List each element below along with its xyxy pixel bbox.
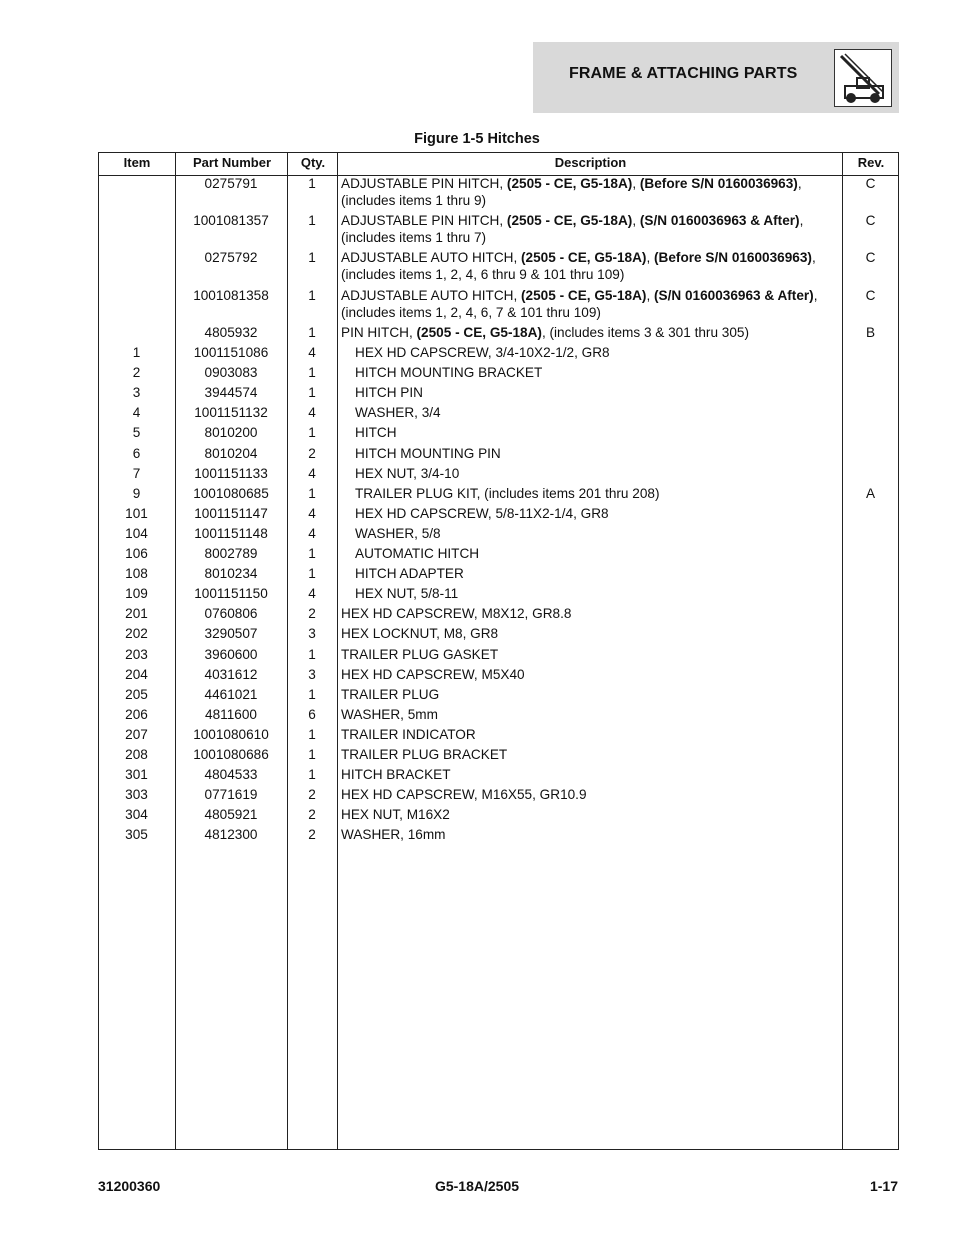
item-number: 305 <box>125 827 148 843</box>
description-text: (2505 - CE, G5-18A) <box>506 213 633 228</box>
column-header-rev: Rev. <box>857 155 885 170</box>
description-text: HEX HD CAPSCREW, M5X40 <box>341 666 525 682</box>
description-text: HEX HD CAPSCREW, 5/8-11X2-1/4, GR8 <box>355 505 609 521</box>
part-number: 0903083 <box>204 365 258 381</box>
description-text: TRAILER PLUG GASKET <box>341 646 499 662</box>
part-number: 4812300 <box>204 827 258 843</box>
description <box>355 424 841 441</box>
description-text: WASHER, 16mm <box>341 827 446 843</box>
part-number: 1001081358 <box>193 288 269 303</box>
item-number: 2 <box>132 365 141 381</box>
description-text: (includes items 1 thru 9) <box>341 193 487 208</box>
quantity: 1 <box>308 385 316 401</box>
description-text: , (includes items 3 & 301 thru 305) <box>541 325 749 340</box>
part-number: 8002789 <box>204 546 258 561</box>
description <box>355 384 841 401</box>
description-text: (includes items 1, 2, 4, 6 thru 9 & 101 thru 109) <box>341 267 625 282</box>
part-number: 8010204 <box>204 445 258 461</box>
description <box>341 625 841 642</box>
item-number: 205 <box>125 686 148 702</box>
description <box>355 505 841 522</box>
description <box>355 445 841 462</box>
description <box>341 605 841 622</box>
description-text: AUTOMATIC HITCH <box>355 546 480 561</box>
description-text: TRAILER PLUG <box>341 686 440 702</box>
description <box>355 465 841 482</box>
item-number: 206 <box>125 706 148 722</box>
item-number: 4 <box>132 405 141 421</box>
description <box>355 585 841 602</box>
part-number: 1001151133 <box>194 465 268 481</box>
part-number: 1001151150 <box>194 586 268 602</box>
quantity: 2 <box>308 827 316 843</box>
quantity: 4 <box>308 586 316 602</box>
revision: C <box>865 213 876 228</box>
description <box>341 646 841 663</box>
part-number: 4461021 <box>204 686 258 702</box>
description <box>355 525 841 542</box>
quantity: 1 <box>308 288 316 303</box>
description <box>341 706 841 723</box>
description-text: HEX NUT, 3/4-10 <box>355 465 460 481</box>
quantity: 4 <box>308 345 316 360</box>
column-divider <box>337 153 338 1149</box>
column-header-item: Item <box>123 155 151 170</box>
revision: C <box>865 176 876 191</box>
description <box>341 746 841 763</box>
description-text: HEX NUT, M16X2 <box>341 807 450 823</box>
description <box>341 726 841 743</box>
description <box>341 324 841 341</box>
item-number: 104 <box>125 525 148 541</box>
quantity: 1 <box>308 213 316 228</box>
quantity: 1 <box>308 726 316 742</box>
description <box>341 786 841 803</box>
description-text: HEX HD CAPSCREW, M16X55, GR10.9 <box>341 787 587 803</box>
quantity: 2 <box>308 606 316 622</box>
quantity: 2 <box>308 807 316 823</box>
quantity: 1 <box>308 485 316 501</box>
description-text: HITCH MOUNTING PIN <box>355 445 501 461</box>
description-text: HITCH ADAPTER <box>355 566 464 582</box>
quantity: 1 <box>308 425 316 441</box>
figure-title: Figure 1-5 Hitches <box>414 131 540 147</box>
description <box>341 249 841 283</box>
part-number: 1001080610 <box>193 726 269 742</box>
description-text: HITCH <box>355 425 397 441</box>
item-number: 3 <box>132 385 141 401</box>
part-number: 1001080685 <box>193 485 269 501</box>
part-number: 4804533 <box>204 767 258 783</box>
part-number: 1001080686 <box>193 747 269 762</box>
description-text: , <box>632 176 640 191</box>
description <box>341 175 841 209</box>
description-text: , <box>632 213 640 228</box>
part-number: 4031612 <box>204 666 258 682</box>
description <box>341 686 841 703</box>
quantity: 4 <box>308 505 316 521</box>
quantity: 4 <box>308 465 316 481</box>
item-number: 202 <box>125 626 148 642</box>
description-text: HITCH MOUNTING BRACKET <box>355 365 543 381</box>
item-number: 304 <box>125 807 148 823</box>
description-text: WASHER, 3/4 <box>355 405 441 421</box>
description-text: HITCH BRACKET <box>341 767 451 783</box>
description-text: HEX HD CAPSCREW, 3/4-10X2-1/2, GR8 <box>355 345 610 360</box>
part-number: 8010234 <box>204 566 258 582</box>
part-number: 1001081357 <box>193 213 269 228</box>
revision: C <box>865 250 876 265</box>
description-text: (2505 - CE, G5-18A) <box>521 250 647 265</box>
description <box>341 806 841 823</box>
part-number: 0771619 <box>204 787 258 803</box>
description-text: WASHER, 5/8 <box>355 525 441 541</box>
item-number: 106 <box>125 546 148 561</box>
description-text: (Before S/N 0160036963) <box>654 250 812 265</box>
footer-page-number: 1-17 <box>869 1178 898 1194</box>
item-number: 109 <box>125 586 148 602</box>
part-number: 4805921 <box>204 807 258 823</box>
quantity: 3 <box>308 666 316 682</box>
footer-model: G5-18A/2505 <box>434 1178 520 1194</box>
description <box>355 364 841 381</box>
column-header-part-number: Part Number <box>192 155 272 170</box>
description-text: (S/N 0160036963 & After) <box>639 213 800 228</box>
description <box>355 404 841 421</box>
item-number: 6 <box>132 445 141 461</box>
part-number: 3944574 <box>204 385 258 401</box>
description-text: (includes items 1 thru 7) <box>341 230 487 245</box>
quantity: 6 <box>308 706 316 722</box>
description-text: ADJUSTABLE AUTO HITCH, <box>341 250 522 265</box>
description <box>341 666 841 683</box>
description-text: , <box>813 288 818 303</box>
quantity: 1 <box>308 365 316 381</box>
item-number: 203 <box>125 646 148 662</box>
column-header-qty: Qty. <box>300 155 326 170</box>
description-text: (2505 - CE, G5-18A) <box>506 176 633 191</box>
item-number: 5 <box>132 425 141 441</box>
part-number: 4805932 <box>204 325 258 340</box>
telehandler-icon <box>834 49 892 107</box>
quantity: 1 <box>308 747 316 762</box>
quantity: 1 <box>308 686 316 702</box>
description-text: , <box>646 288 655 303</box>
item-number: 7 <box>132 465 141 481</box>
quantity: 1 <box>308 767 316 783</box>
part-number: 0275792 <box>204 250 258 265</box>
quantity: 1 <box>308 546 316 561</box>
quantity: 3 <box>308 626 316 642</box>
section-title: FRAME & ATTACHING PARTS <box>569 65 798 82</box>
column-header-description: Description <box>554 155 627 170</box>
quantity: 1 <box>308 250 316 265</box>
description <box>341 212 841 246</box>
part-number: 3960600 <box>204 646 258 662</box>
item-number: 1 <box>132 345 141 360</box>
description-text: , <box>811 250 816 265</box>
description-text: , <box>646 250 655 265</box>
description-text: (includes items 1, 2, 4, 6, 7 & 101 thru 109) <box>341 305 601 320</box>
part-number: 1001151148 <box>194 525 268 541</box>
revision: C <box>865 288 876 303</box>
item-number: 303 <box>125 787 148 803</box>
item-number: 101 <box>125 505 148 521</box>
part-number: 1001151132 <box>194 405 268 421</box>
item-number: 208 <box>125 747 148 762</box>
quantity: 1 <box>308 325 316 340</box>
item-number: 9 <box>132 485 141 501</box>
description-text: , <box>799 213 804 228</box>
description-text: HITCH PIN <box>355 385 423 401</box>
description <box>341 766 841 783</box>
item-number: 204 <box>125 666 148 682</box>
description-text: HEX NUT, 5/8-11 <box>355 586 459 602</box>
description-text: TRAILER PLUG BRACKET <box>341 747 508 762</box>
part-number: 4811600 <box>205 706 257 722</box>
footer-doc-number: 31200360 <box>98 1178 161 1194</box>
description <box>341 826 841 843</box>
description-text: (2505 - CE, G5-18A) <box>416 325 542 340</box>
part-number: 0275791 <box>204 176 258 191</box>
description <box>355 485 841 502</box>
quantity: 2 <box>308 787 316 803</box>
description-text: HEX LOCKNUT, M8, GR8 <box>341 626 499 642</box>
description-text: (2505 - CE, G5-18A) <box>521 288 647 303</box>
description-text: , <box>797 176 802 191</box>
part-number: 1001151086 <box>193 345 269 360</box>
quantity: 1 <box>308 566 316 582</box>
part-number: 8010200 <box>204 425 258 441</box>
description <box>341 287 841 321</box>
description-text: ADJUSTABLE PIN HITCH, <box>341 176 507 191</box>
quantity: 1 <box>308 646 316 662</box>
part-number: 0760806 <box>204 606 258 622</box>
quantity: 2 <box>308 445 316 461</box>
description <box>355 565 841 582</box>
description-text: TRAILER INDICATOR <box>341 726 476 742</box>
description <box>355 545 841 562</box>
part-number: 1001151147 <box>194 505 268 521</box>
item-number: 201 <box>125 606 148 622</box>
description-text: TRAILER PLUG KIT, (includes items 201 thru 208) <box>355 485 660 501</box>
description-text: PIN HITCH, <box>341 325 417 340</box>
quantity: 4 <box>308 525 316 541</box>
quantity: 1 <box>308 176 316 191</box>
description-text: ADJUSTABLE AUTO HITCH, <box>341 288 522 303</box>
description-text: (S/N 0160036963 & After) <box>654 288 814 303</box>
part-number: 3290507 <box>204 626 258 642</box>
item-number: 207 <box>125 726 148 742</box>
quantity: 4 <box>308 405 316 421</box>
description <box>355 344 841 361</box>
revision: A <box>865 485 876 501</box>
item-number: 301 <box>125 767 148 783</box>
description-text: ADJUSTABLE PIN HITCH, <box>341 213 507 228</box>
description-text: WASHER, 5mm <box>341 706 438 722</box>
description-text: HEX HD CAPSCREW, M8X12, GR8.8 <box>341 606 572 622</box>
description-text: (Before S/N 0160036963) <box>639 176 798 191</box>
item-number: 108 <box>125 566 148 582</box>
revision: B <box>865 325 876 340</box>
